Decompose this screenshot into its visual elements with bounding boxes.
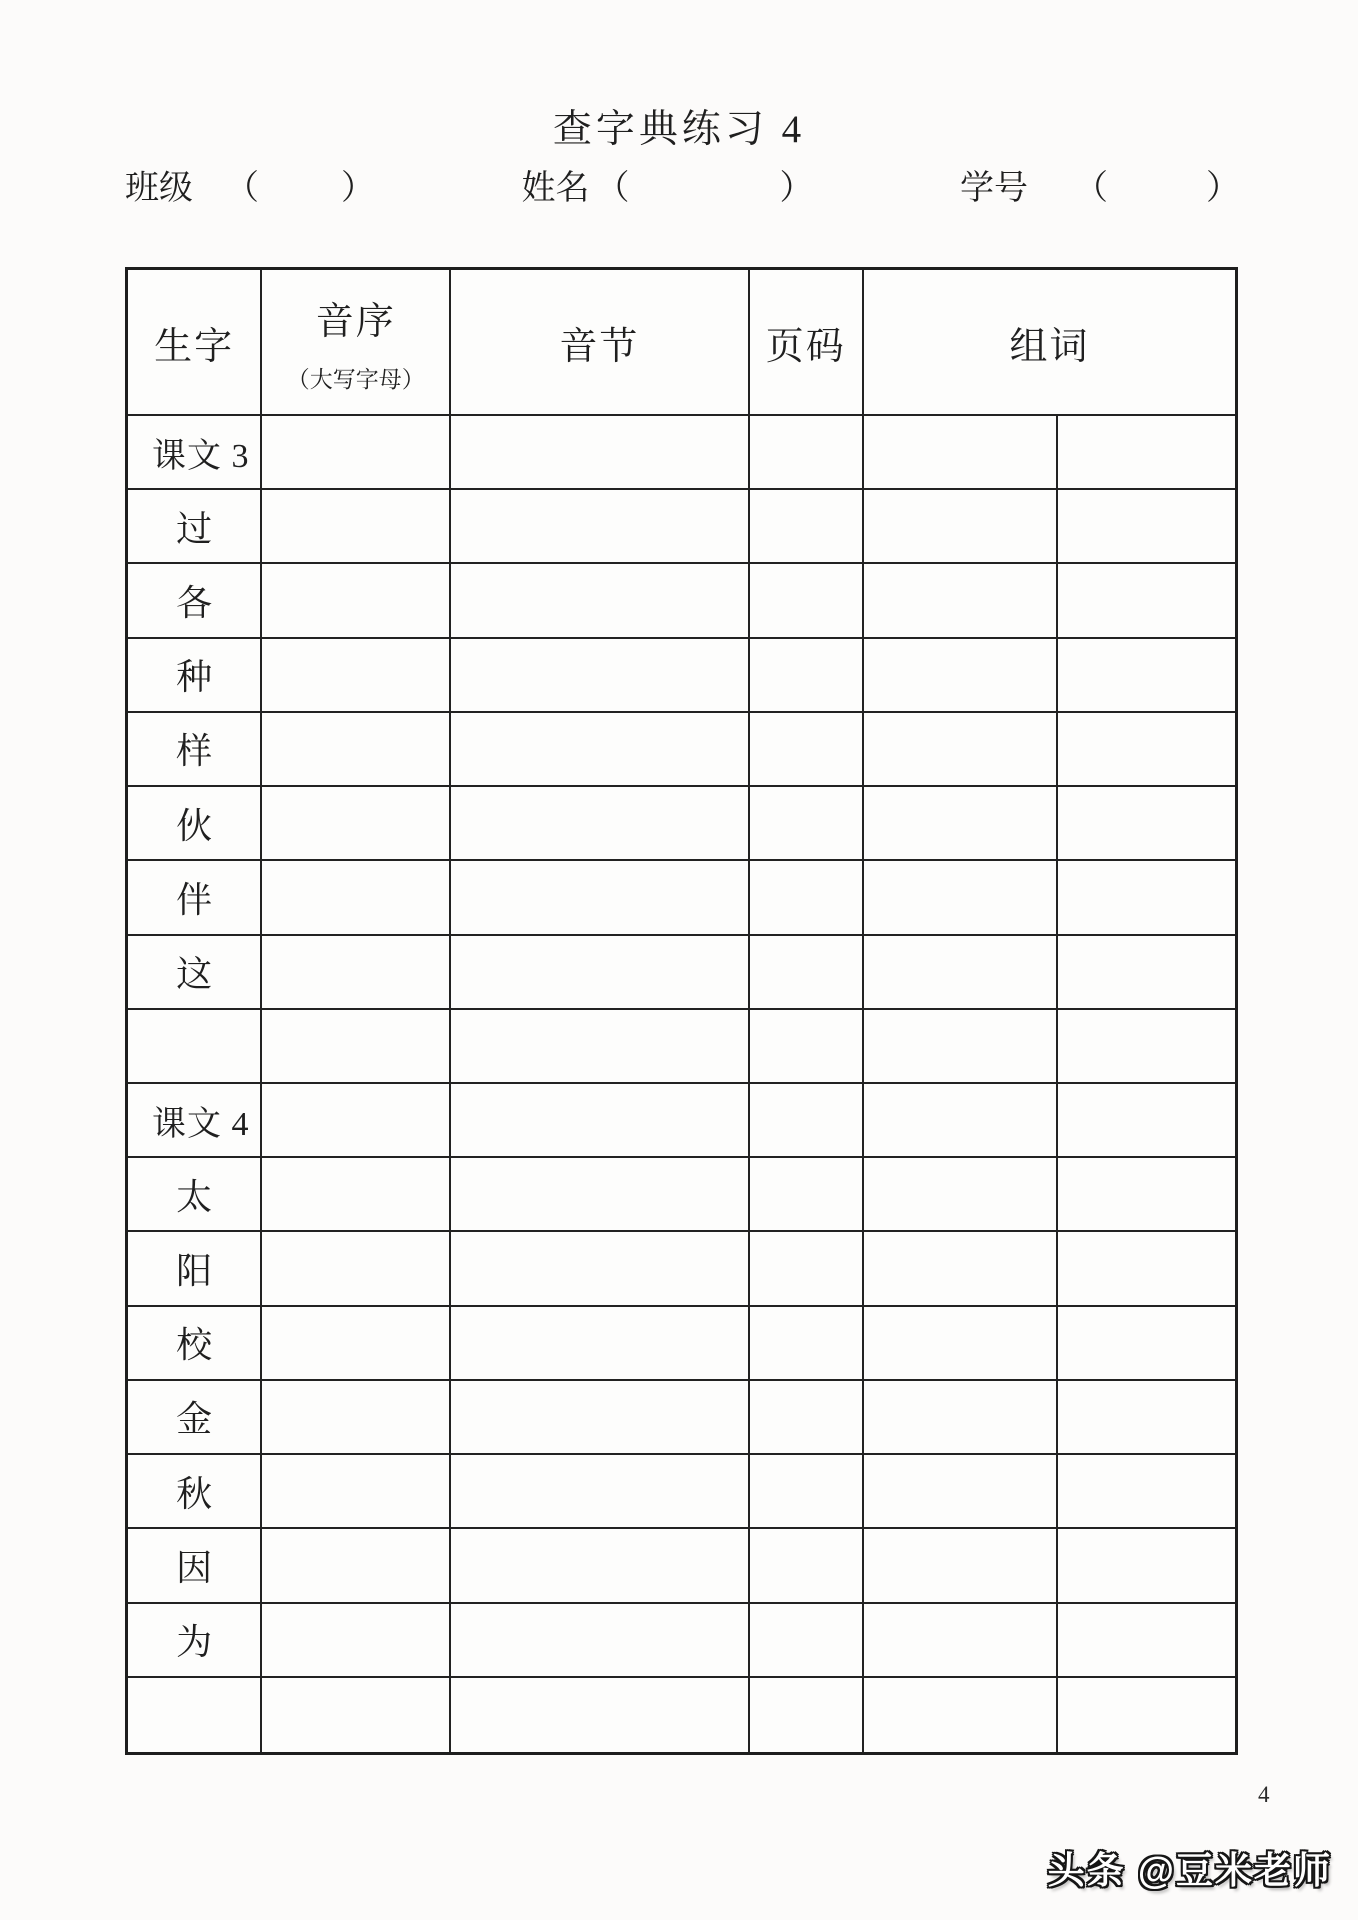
cell-yinxu xyxy=(262,713,451,787)
cell-shengzi: 过 xyxy=(128,490,262,564)
cell-yinjie xyxy=(451,1529,749,1603)
cell-yema xyxy=(750,1232,864,1306)
practice-table xyxy=(125,267,1238,1755)
cell-yema xyxy=(750,490,864,564)
cell-zuci-2 xyxy=(1058,1307,1235,1381)
cell-zuci-2 xyxy=(1058,936,1235,1010)
cell-shengzi: 课文 4 xyxy=(128,1084,262,1158)
cell-zuci-2 xyxy=(1058,490,1235,564)
cell-zuci-1 xyxy=(864,936,1058,1010)
cell-yinxu xyxy=(262,1381,451,1455)
cell-zuci-2 xyxy=(1058,1678,1235,1752)
page-number: 4 xyxy=(1258,1782,1270,1807)
header-yinxu-main: 音序 xyxy=(315,301,396,343)
cell-zuci-1 xyxy=(864,787,1058,861)
cell-zuci-2 xyxy=(1058,1232,1235,1306)
cell-shengzi: 伴 xyxy=(128,861,262,935)
name-field xyxy=(522,160,814,209)
cell-yinjie xyxy=(451,490,749,564)
student-id-label: 学号 xyxy=(960,170,1028,207)
class-field xyxy=(125,160,375,209)
cell-shengzi: 种 xyxy=(128,639,262,713)
cell-zuci-2 xyxy=(1058,1529,1235,1603)
header-yinxu xyxy=(262,270,451,416)
cell-shengzi: 为 xyxy=(128,1604,262,1678)
cell-yinjie xyxy=(451,1381,749,1455)
cell-yinxu xyxy=(262,639,451,713)
cell-yinxu xyxy=(262,1604,451,1678)
header-yinxu-note: （大写字母） xyxy=(286,367,425,392)
cell-yema xyxy=(750,787,864,861)
student-id-field xyxy=(960,160,1240,209)
student-info-line xyxy=(125,160,1240,209)
cell-zuci-2 xyxy=(1058,564,1235,638)
cell-yinxu xyxy=(262,564,451,638)
cell-shengzi: 金 xyxy=(128,1381,262,1455)
cell-yinjie xyxy=(451,1604,749,1678)
cell-zuci-2 xyxy=(1058,787,1235,861)
cell-zuci-2 xyxy=(1058,1381,1235,1455)
cell-zuci-1 xyxy=(864,713,1058,787)
name-blank xyxy=(630,198,780,199)
cell-yinxu xyxy=(262,1678,451,1752)
cell-zuci-1 xyxy=(864,1084,1058,1158)
cell-yinjie xyxy=(451,1010,749,1084)
cell-yinxu xyxy=(262,1455,451,1529)
cell-yema xyxy=(750,1158,864,1232)
class-blank xyxy=(259,198,341,199)
cell-zuci-1 xyxy=(864,1529,1058,1603)
cell-zuci-1 xyxy=(864,1604,1058,1678)
cell-yema xyxy=(750,1678,864,1752)
header-yema: 页码 xyxy=(750,270,864,416)
cell-zuci-2 xyxy=(1058,1455,1235,1529)
cell-yema xyxy=(750,936,864,1010)
cell-zuci-1 xyxy=(864,1010,1058,1084)
cell-shengzi: 太 xyxy=(128,1158,262,1232)
cell-shengzi xyxy=(128,1678,262,1752)
cell-shengzi: 阳 xyxy=(128,1232,262,1306)
cell-yinjie xyxy=(451,564,749,638)
cell-shengzi: 秋 xyxy=(128,1455,262,1529)
cell-yema xyxy=(750,1084,864,1158)
cell-zuci-2 xyxy=(1058,861,1235,935)
cell-zuci-2 xyxy=(1058,1604,1235,1678)
cell-shengzi: 这 xyxy=(128,936,262,1010)
cell-yinxu xyxy=(262,1084,451,1158)
cell-yinxu xyxy=(262,1529,451,1603)
name-label: 姓名 xyxy=(521,170,590,207)
student-id-paren-open: （ xyxy=(1074,170,1108,207)
cell-yinjie xyxy=(451,861,749,935)
header-shengzi: 生字 xyxy=(128,270,262,416)
page-title: 查字典练习 4 xyxy=(552,108,806,151)
cell-yema xyxy=(750,1604,864,1678)
cell-shengzi: 校 xyxy=(128,1307,262,1381)
cell-yinxu xyxy=(262,490,451,564)
cell-yinjie xyxy=(451,1307,749,1381)
cell-zuci-2 xyxy=(1058,1158,1235,1232)
cell-zuci-1 xyxy=(864,861,1058,935)
cell-yinxu xyxy=(262,787,451,861)
cell-yinjie xyxy=(451,713,749,787)
cell-yema xyxy=(750,639,864,713)
cell-yinjie xyxy=(451,1158,749,1232)
cell-yinjie xyxy=(451,1678,749,1752)
cell-zuci-1 xyxy=(864,639,1058,713)
cell-shengzi: 因 xyxy=(128,1529,262,1603)
cell-yinjie xyxy=(451,1455,749,1529)
cell-zuci-1 xyxy=(864,1307,1058,1381)
cell-zuci-1 xyxy=(864,564,1058,638)
watermark: 头条 @豆米老师 xyxy=(1047,1850,1332,1891)
student-id-blank xyxy=(1108,198,1206,199)
cell-shengzi: 各 xyxy=(128,564,262,638)
cell-zuci-2 xyxy=(1058,1010,1235,1084)
cell-zuci-1 xyxy=(864,1381,1058,1455)
cell-zuci-2 xyxy=(1058,713,1235,787)
header-yinjie: 音节 xyxy=(451,270,749,416)
cell-zuci-1 xyxy=(864,490,1058,564)
cell-zuci-2 xyxy=(1058,416,1235,490)
cell-yinjie xyxy=(451,416,749,490)
cell-yema xyxy=(750,1381,864,1455)
cell-yinxu xyxy=(262,861,451,935)
cell-yema xyxy=(750,713,864,787)
cell-yema xyxy=(750,416,864,490)
cell-yema xyxy=(750,564,864,638)
cell-yinjie xyxy=(451,1084,749,1158)
cell-zuci-1 xyxy=(864,1455,1058,1529)
cell-zuci-1 xyxy=(864,1232,1058,1306)
cell-shengzi: 样 xyxy=(128,713,262,787)
cell-shengzi: 课文 3 xyxy=(128,416,262,490)
cell-shengzi xyxy=(128,1010,262,1084)
cell-yinxu xyxy=(262,936,451,1010)
cell-yinxu xyxy=(262,1158,451,1232)
cell-yema xyxy=(750,1455,864,1529)
cell-yema xyxy=(750,861,864,935)
name-paren-open: （ xyxy=(595,170,630,207)
cell-yinjie xyxy=(451,1232,749,1306)
class-label: 班级 xyxy=(125,170,193,207)
cell-zuci-1 xyxy=(864,1678,1058,1752)
cell-yinxu xyxy=(262,1307,451,1381)
cell-yema xyxy=(750,1010,864,1084)
class-paren-close: ） xyxy=(341,170,375,207)
cell-zuci-2 xyxy=(1058,639,1235,713)
cell-zuci-1 xyxy=(864,416,1058,490)
name-paren-close: ） xyxy=(779,170,814,207)
cell-yema xyxy=(750,1529,864,1603)
cell-yinxu xyxy=(262,1010,451,1084)
header-zuci: 组词 xyxy=(864,270,1235,416)
cell-zuci-2 xyxy=(1058,1084,1235,1158)
class-paren-open: （ xyxy=(225,170,259,207)
cell-yema xyxy=(750,1307,864,1381)
cell-yinjie xyxy=(451,639,749,713)
cell-yinjie xyxy=(451,787,749,861)
cell-yinxu xyxy=(262,1232,451,1306)
student-id-paren-close: ） xyxy=(1206,170,1240,207)
cell-yinjie xyxy=(451,936,749,1010)
cell-zuci-1 xyxy=(864,1158,1058,1232)
cell-yinxu xyxy=(262,416,451,490)
cell-shengzi: 伙 xyxy=(128,787,262,861)
